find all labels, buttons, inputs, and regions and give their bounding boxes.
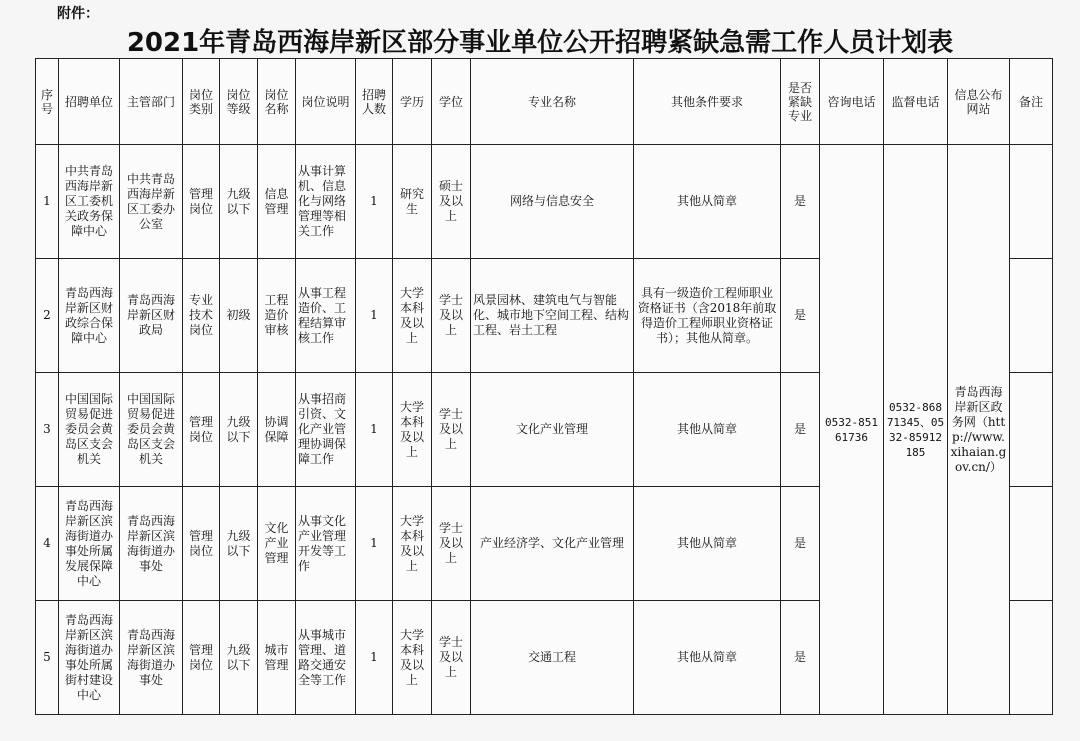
cell-remark (1010, 145, 1053, 259)
header-dept: 主管部门 (120, 59, 183, 145)
cell-post-desc: 从事招商引资、文化产业管理协调保障工作 (296, 373, 356, 487)
cell-consult-phone: 0532-85161736 (820, 145, 884, 715)
cell-dept: 青岛西海岸新区财政局 (120, 259, 183, 373)
cell-education: 大学本科及以上 (393, 487, 432, 601)
cell-remark (1010, 601, 1053, 715)
cell-major: 交通工程 (471, 601, 634, 715)
page-title: 2021年青岛西海岸新区部分事业单位公开招聘紧缺急需工作人员计划表 (126, 28, 954, 58)
cell-remark (1010, 487, 1053, 601)
cell-urgent: 是 (781, 601, 820, 715)
cell-education: 研究生 (393, 145, 432, 259)
cell-post-level: 初级 (220, 259, 258, 373)
cell-unit: 青岛西海岸新区滨海街道办事处所属街村建设中心 (59, 601, 120, 715)
cell-count: 1 (356, 487, 393, 601)
header-major: 专业名称 (471, 59, 634, 145)
cell-urgent: 是 (781, 373, 820, 487)
cell-post-level: 九级以下 (220, 601, 258, 715)
cell-remark (1010, 259, 1053, 373)
cell-major: 文化产业管理 (471, 373, 634, 487)
header-post-level: 岗位等级 (220, 59, 258, 145)
cell-degree: 学士及以上 (432, 373, 471, 487)
cell-other: 其他从简章 (634, 145, 781, 259)
cell-remark (1010, 373, 1053, 487)
recruitment-plan-table (35, 58, 1053, 715)
header-education: 学历 (393, 59, 432, 145)
cell-degree: 学士及以上 (432, 259, 471, 373)
cell-unit: 中共青岛西海岸新区工委机关政务保障中心 (59, 145, 120, 259)
cell-education: 大学本科及以上 (393, 259, 432, 373)
cell-unit: 青岛西海岸新区财政综合保障中心 (59, 259, 120, 373)
cell-unit: 青岛西海岸新区滨海街道办事处所属发展保障中心 (59, 487, 120, 601)
cell-dept: 中共青岛西海岸新区工委办公室 (120, 145, 183, 259)
cell-post-name: 信息管理 (258, 145, 296, 259)
cell-post-type: 专业技术岗位 (183, 259, 220, 373)
cell-info-site: 青岛西海岸新区政务网（http://www.xihaian.gov.cn/） (948, 145, 1010, 715)
cell-post-type: 管理岗位 (183, 373, 220, 487)
header-supervise-phone: 监督电话 (884, 59, 948, 145)
cell-other: 其他从简章 (634, 373, 781, 487)
header-remark: 备注 (1010, 59, 1053, 145)
cell-urgent: 是 (781, 259, 820, 373)
header-info-site: 信息公布网站 (948, 59, 1010, 145)
cell-post-desc: 从事文化产业管理开发等工作 (296, 487, 356, 601)
cell-post-type: 管理岗位 (183, 145, 220, 259)
cell-post-type: 管理岗位 (183, 601, 220, 715)
header-count: 招聘人数 (356, 59, 393, 145)
table-header-row (36, 59, 1053, 145)
cell-major: 网络与信息安全 (471, 145, 634, 259)
table-row (36, 145, 1053, 259)
cell-seq: 3 (36, 373, 59, 487)
cell-count: 1 (356, 373, 393, 487)
cell-urgent: 是 (781, 487, 820, 601)
cell-degree: 硕士及以上 (432, 145, 471, 259)
header-other: 其他条件要求 (634, 59, 781, 145)
cell-other: 其他从简章 (634, 487, 781, 601)
cell-supervise-phone: 0532-86871345、0532-85912185 (884, 145, 948, 715)
cell-seq: 2 (36, 259, 59, 373)
cell-post-desc: 从事工程造价、工程结算审核工作 (296, 259, 356, 373)
cell-post-name: 协调保障 (258, 373, 296, 487)
header-seq: 序号 (36, 59, 59, 145)
cell-major: 风景园林、建筑电气与智能化、城市地下空间工程、结构工程、岩土工程 (471, 259, 634, 373)
cell-post-level: 九级以下 (220, 373, 258, 487)
cell-count: 1 (356, 601, 393, 715)
cell-count: 1 (356, 145, 393, 259)
cell-education: 大学本科及以上 (393, 373, 432, 487)
header-post-desc: 岗位说明 (296, 59, 356, 145)
cell-post-name: 城市管理 (258, 601, 296, 715)
cell-dept: 青岛西海岸新区滨海街道办事处 (120, 601, 183, 715)
cell-major: 产业经济学、文化产业管理 (471, 487, 634, 601)
cell-post-type: 管理岗位 (183, 487, 220, 601)
cell-post-level: 九级以下 (220, 487, 258, 601)
cell-dept: 中国国际贸易促进委员会黄岛区支会机关 (120, 373, 183, 487)
header-urgent: 是否紧缺专业 (781, 59, 820, 145)
cell-post-name: 工程造价审核 (258, 259, 296, 373)
cell-other: 其他从简章 (634, 601, 781, 715)
header-degree: 学位 (432, 59, 471, 145)
cell-post-desc: 从事城市管理、道路交通安全等工作 (296, 601, 356, 715)
cell-education: 大学本科及以上 (393, 601, 432, 715)
cell-unit: 中国国际贸易促进委员会黄岛区支会机关 (59, 373, 120, 487)
header-post-type: 岗位类别 (183, 59, 220, 145)
cell-seq: 4 (36, 487, 59, 601)
cell-post-level: 九级以下 (220, 145, 258, 259)
cell-dept: 青岛西海岸新区滨海街道办事处 (120, 487, 183, 601)
cell-degree: 学士及以上 (432, 487, 471, 601)
cell-count: 1 (356, 259, 393, 373)
cell-other: 具有一级造价工程师职业资格证书（含2018年前取得造价工程师职业资格证书）；其他从简章。 (634, 259, 781, 373)
attachment-label: 附件： (57, 6, 99, 22)
header-post-name: 岗位名称 (258, 59, 296, 145)
header-unit: 招聘单位 (59, 59, 120, 145)
cell-seq: 5 (36, 601, 59, 715)
cell-seq: 1 (36, 145, 59, 259)
cell-post-name: 文化产业管理 (258, 487, 296, 601)
cell-post-desc: 从事计算机、信息化与网络管理等相关工作 (296, 145, 356, 259)
header-consult-phone: 咨询电话 (820, 59, 884, 145)
cell-degree: 学士及以上 (432, 601, 471, 715)
cell-urgent: 是 (781, 145, 820, 259)
